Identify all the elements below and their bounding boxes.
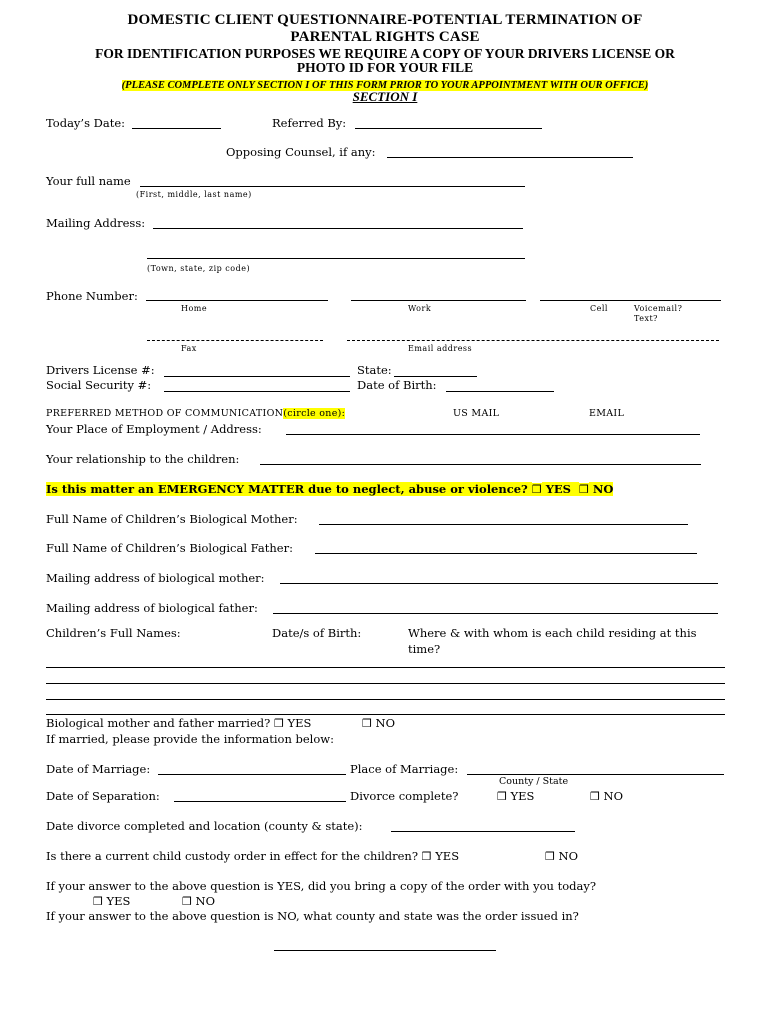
children-dob-label: Date/s of Birth:: [272, 626, 362, 640]
date-of-marriage-field[interactable]: [158, 774, 346, 775]
date-of-marriage-label: Date of Marriage:: [46, 762, 151, 776]
text-hint: Text?: [634, 314, 658, 323]
custody-order-question: [46, 849, 459, 863]
home-phone-hint: Home: [181, 304, 208, 313]
todays-date-label: Today’s Date:: [46, 116, 126, 130]
section-heading: [0, 86, 770, 105]
mother-address-field[interactable]: [280, 583, 718, 584]
cell-phone-hint: Cell: [590, 304, 608, 313]
emergency-yes-label: YES: [545, 482, 571, 496]
place-of-marriage-field[interactable]: [467, 774, 724, 775]
married-yes-label: YES: [287, 716, 312, 730]
divorce-location-field[interactable]: [391, 831, 575, 832]
drivers-license-field[interactable]: [164, 376, 350, 377]
state-field[interactable]: [394, 376, 477, 377]
date-of-birth-field[interactable]: [446, 391, 554, 392]
social-security-label: Social Security #:: [46, 378, 152, 392]
divorce-yes-checkbox[interactable]: ❒: [497, 790, 507, 803]
order-issued-question: If your answer to the above question is NO, what county and state was the order issued in?: [46, 909, 579, 923]
mother-address-label: Mailing address of biological mother:: [46, 571, 265, 585]
divorce-yes-label: YES: [510, 789, 535, 803]
date-of-separation-field[interactable]: [174, 801, 346, 802]
place-of-marriage-label: Place of Marriage:: [350, 762, 459, 776]
full-name-label: Your full name: [46, 174, 131, 188]
form-title-line1: DOMESTIC CLIENT QUESTIONNAIRE-POTENTIAL TERMINATION OF: [127, 12, 643, 28]
custody-no-label: NO: [558, 849, 579, 863]
father-name-label: Full Name of Children’s Biological Father:: [46, 541, 293, 555]
voicemail-hint: Voicemail?: [634, 304, 683, 313]
copy-order-no-option: [182, 894, 215, 908]
parents-married-text: Biological mother and father married?: [46, 716, 271, 730]
cell-phone-field[interactable]: [540, 300, 721, 301]
mailing-address-line2-field[interactable]: [147, 258, 525, 259]
copy-order-question: If your answer to the above question is YES, did you bring a copy of the order with you today?: [46, 879, 597, 893]
full-name-field[interactable]: [140, 186, 525, 187]
town-hint: (Town, state, zip code): [147, 264, 251, 273]
social-security-field[interactable]: [164, 391, 350, 392]
preferred-method-text: PREFERRED METHOD OF COMMUNICATION: [46, 408, 284, 419]
drivers-license-label: Drivers License #:: [46, 363, 155, 377]
home-phone-field[interactable]: [146, 300, 328, 301]
us-mail-option[interactable]: US MAIL: [453, 408, 500, 419]
emergency-no-checkbox[interactable]: ❒: [579, 483, 589, 496]
father-name-field[interactable]: [315, 553, 697, 554]
father-address-field[interactable]: [273, 613, 718, 614]
emergency-no-label: NO: [592, 482, 614, 496]
if-married-label: If married, please provide the information below:: [46, 732, 334, 746]
emergency-question: [46, 482, 613, 496]
email-option[interactable]: EMAIL: [589, 408, 625, 419]
email-address-hint: Email address: [408, 344, 473, 353]
children-line-2[interactable]: [46, 683, 725, 684]
emergency-yes-checkbox[interactable]: ❒: [531, 483, 542, 496]
id-requirement-line2: PHOTO ID FOR YOUR FILE: [296, 60, 474, 75]
mother-name-label: Full Name of Children’s Biological Mother:: [46, 512, 298, 526]
custody-no-option: [545, 849, 578, 863]
copy-order-yes-label: YES: [106, 894, 131, 908]
father-address-label: Mailing address of biological father:: [46, 601, 258, 615]
children-line-1[interactable]: [46, 667, 725, 668]
employment-label: Your Place of Employment / Address:: [46, 422, 262, 436]
children-residing-label-line1: Where & with whom is each child residing at this: [408, 626, 697, 640]
custody-yes-checkbox[interactable]: ❒: [421, 850, 432, 863]
emergency-question-text: Is this matter an EMERGENCY MATTER due to neglect, abuse or violence?: [46, 482, 528, 496]
divorce-no-label: NO: [603, 789, 624, 803]
custody-yes-label: YES: [435, 849, 460, 863]
email-address-field[interactable]: [347, 340, 719, 341]
state-label: State:: [357, 363, 392, 377]
divorce-yes-option: [497, 789, 534, 803]
custody-no-checkbox[interactable]: ❒: [545, 850, 555, 863]
county-state-hint: County / State: [499, 776, 569, 787]
parents-married-question: [46, 716, 311, 730]
referred-by-label: Referred By:: [272, 116, 347, 130]
copy-order-no-checkbox[interactable]: ❒: [182, 895, 192, 908]
fax-hint: Fax: [181, 344, 197, 353]
custody-order-text: Is there a current child custody order in effect for the children?: [46, 849, 419, 863]
fax-field[interactable]: [147, 340, 323, 341]
employment-field[interactable]: [286, 434, 700, 435]
date-of-birth-label: Date of Birth:: [357, 378, 437, 392]
children-line-3[interactable]: [46, 699, 725, 700]
circle-one-text: (circle one):: [283, 408, 346, 419]
children-residing-label-line2: time?: [408, 642, 441, 656]
relationship-label: Your relationship to the children:: [46, 452, 240, 466]
married-no-option: [362, 716, 395, 730]
divorce-location-label: Date divorce completed and location (county & state):: [46, 819, 363, 833]
copy-order-yes-option: [93, 894, 130, 908]
divorce-complete-label: Divorce complete?: [350, 789, 459, 803]
opposing-counsel-field[interactable]: [387, 157, 633, 158]
work-phone-hint: Work: [408, 304, 432, 313]
copy-order-no-label: NO: [195, 894, 216, 908]
date-of-separation-label: Date of Separation:: [46, 789, 160, 803]
mailing-address-field[interactable]: [153, 228, 523, 229]
married-yes-checkbox[interactable]: ❒: [273, 717, 284, 730]
todays-date-field[interactable]: [132, 128, 221, 129]
children-line-4[interactable]: [46, 714, 725, 715]
copy-order-yes-checkbox[interactable]: ❒: [93, 895, 103, 908]
full-name-hint: (First, middle, last name): [136, 190, 252, 199]
work-phone-field[interactable]: [351, 300, 526, 301]
mother-name-field[interactable]: [319, 524, 688, 525]
form-title-line2: PARENTAL RIGHTS CASE: [290, 29, 480, 45]
children-names-label: Children’s Full Names:: [46, 626, 181, 640]
referred-by-field[interactable]: [355, 128, 542, 129]
section-title: SECTION I: [352, 89, 418, 104]
opposing-counsel-label: Opposing Counsel, if any:: [226, 145, 376, 159]
phone-number-label: Phone Number:: [46, 289, 138, 303]
divorce-no-option: [590, 789, 623, 803]
order-issued-field[interactable]: [274, 950, 496, 951]
id-requirement-line1: FOR IDENTIFICATION PURPOSES WE REQUIRE A COPY OF YOUR DRIVERS LICENSE OR: [95, 46, 675, 61]
married-no-label: NO: [375, 716, 396, 730]
mailing-address-label: Mailing Address:: [46, 216, 146, 230]
instruction-text: (PLEASE COMPLETE ONLY SECTION I OF THIS FORM PRIOR TO YOUR APPOINTMENT WITH OUR OFFICE): [121, 80, 649, 91]
preferred-method-label: [46, 408, 345, 419]
divorce-no-checkbox[interactable]: ❒: [590, 790, 600, 803]
relationship-field[interactable]: [260, 464, 701, 465]
married-no-checkbox[interactable]: ❒: [362, 717, 372, 730]
